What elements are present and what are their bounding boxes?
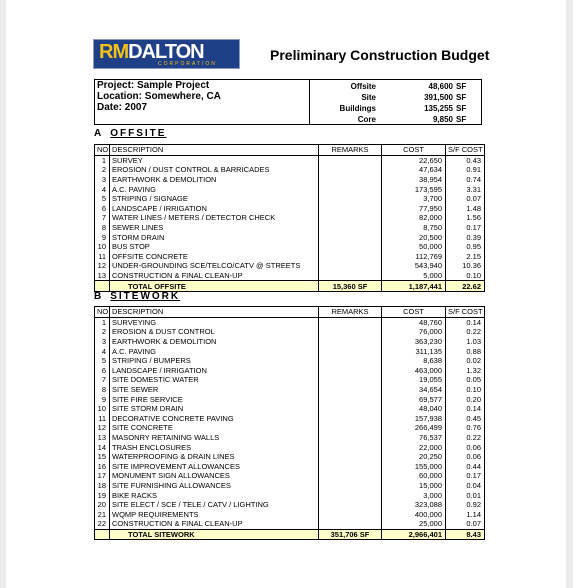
row-number: 8 [95,223,110,233]
table-row [95,404,485,414]
table-row [95,414,485,424]
row-remarks [319,356,382,366]
row-remarks [319,414,382,424]
row-cost: 34,654 [382,385,446,395]
table-row [95,317,485,327]
project-box-divider [309,80,310,124]
section-letter: A [94,128,103,139]
row-remarks [319,204,382,214]
row-number: 4 [95,346,110,356]
table-row [95,423,485,433]
row-cost: 20,250 [382,452,446,462]
row-number: 14 [95,442,110,452]
row-cost: 323,088 [382,500,446,510]
row-description: CONSTRUCTION & FINAL CLEAN-UP [110,271,319,281]
table-header-row [95,307,485,318]
project-info-box [94,79,482,125]
row-cost: 3,700 [382,194,446,204]
total-sf-cost: 8.43 [446,529,485,540]
row-description: SURVEYING [110,317,319,327]
row-sf-cost: 0.43 [446,155,485,165]
column-header-cost: COST [382,307,446,318]
row-sf-cost: 0.14 [446,317,485,327]
row-sf-cost: 0.44 [446,462,485,472]
row-sf-cost: 0.88 [446,346,485,356]
row-description: SITE FIRE SERVICE [110,394,319,404]
row-sf-cost: 0.07 [446,194,485,204]
table-row [95,223,485,233]
row-description: EROSION & DUST CONTROL [110,327,319,337]
table-row [95,519,485,529]
row-remarks [319,394,382,404]
row-number: 10 [95,242,110,252]
row-cost: 48,760 [382,317,446,327]
row-sf-cost: 1.56 [446,213,485,223]
row-number: 17 [95,471,110,481]
row-sf-cost: 0.74 [446,175,485,185]
row-sf-cost: 0.06 [446,452,485,462]
table-row [95,471,485,481]
area-unit: SF [456,82,467,91]
company-logo [93,39,240,69]
row-description: UNDER-GROUNDING SCE/TELCO/CATV @ STREETS [110,261,319,271]
project-location: Location: Somewhere, CA [97,91,221,102]
table-row [95,356,485,366]
row-cost: 112,769 [382,252,446,262]
row-remarks [319,509,382,519]
area-value: 135,255 [424,104,453,113]
row-number: 9 [95,232,110,242]
row-cost: 60,000 [382,471,446,481]
row-sf-cost: 0.39 [446,232,485,242]
row-description: SITE DOMESTIC WATER [110,375,319,385]
column-header-description: DESCRIPTION [110,145,319,156]
row-number: 8 [95,385,110,395]
table-row [95,184,485,194]
row-sf-cost: 0.05 [446,375,485,385]
row-description: WATERPROOFING & DRAIN LINES [110,452,319,462]
row-cost: 543,940 [382,261,446,271]
row-sf-cost: 0.17 [446,223,485,233]
row-description: EARTHWORK & DEMOLITION [110,337,319,347]
row-cost: 155,000 [382,462,446,472]
total-remarks: 351,706 SF [319,529,382,540]
row-sf-cost: 0.14 [446,404,485,414]
logo-prefix: RM [99,41,129,63]
table-row [95,252,485,262]
row-description: SITE IMPROVEMENT ALLOWANCES [110,462,319,472]
row-description: SITE SEWER [110,385,319,395]
row-cost: 463,000 [382,366,446,376]
row-description: WATER LINES / METERS / DETECTOR CHECK [110,213,319,223]
section-name: OFFSITE [110,128,167,139]
logo-subtitle: CORPORATION [158,61,217,67]
row-description: SITE FURNISHING ALLOWANCES [110,481,319,491]
row-sf-cost: 0.95 [446,242,485,252]
table-row [95,433,485,443]
table-row [95,232,485,242]
section-heading-offsite [94,128,166,140]
total-row [95,529,485,540]
project-details [97,80,221,113]
row-sf-cost: 1.14 [446,509,485,519]
total-label: TOTAL OFFSITE [110,281,319,292]
row-number: 1 [95,155,110,165]
row-description: WQMP REQUIREMENTS [110,509,319,519]
row-sf-cost: 0.22 [446,433,485,443]
area-unit: SF [456,115,467,124]
row-cost: 266,499 [382,423,446,433]
row-cost: 363,230 [382,337,446,347]
table-row [95,175,485,185]
row-number: 20 [95,500,110,510]
table-row [95,394,485,404]
row-remarks [319,327,382,337]
row-remarks [319,252,382,262]
table-row [95,442,485,452]
row-sf-cost: 10.36 [446,261,485,271]
row-number: 13 [95,433,110,443]
row-cost: 76,537 [382,433,446,443]
row-cost: 400,000 [382,509,446,519]
row-number: 5 [95,356,110,366]
row-number: 13 [95,271,110,281]
table-row [95,375,485,385]
row-sf-cost: 0.01 [446,490,485,500]
column-header-remarks: REMARKS [319,145,382,156]
row-description: EROSION / DUST CONTROL & BARRICADES [110,165,319,175]
column-header-cost: COST [382,145,446,156]
row-number: 7 [95,375,110,385]
row-description: STRIPING / BUMPERS [110,356,319,366]
row-number: 4 [95,184,110,194]
row-description: BIKE RACKS [110,490,319,500]
row-cost: 5,000 [382,271,446,281]
row-description: SITE ELECT / SCE / TELE / CATV / LIGHTING [110,500,319,510]
area-label: Buildings [339,104,376,113]
row-description: STRIPING / SIGNAGE [110,194,319,204]
table-row [95,337,485,347]
row-description: A.C. PAVING [110,346,319,356]
row-remarks [319,317,382,327]
table-row [95,481,485,491]
row-description: SITE CONCRETE [110,423,319,433]
row-remarks [319,471,382,481]
row-number: 9 [95,394,110,404]
row-cost: 173,595 [382,184,446,194]
table-row [95,509,485,519]
table-row [95,165,485,175]
row-remarks [319,452,382,462]
offsite-budget-table [94,144,485,292]
row-number: 19 [95,490,110,500]
row-number: 10 [95,404,110,414]
row-number: 18 [95,481,110,491]
row-description: TRASH ENCLOSURES [110,442,319,452]
row-cost: 48,040 [382,404,446,414]
table-header-row [95,145,485,156]
row-remarks [319,194,382,204]
table-row [95,204,485,214]
row-remarks [319,433,382,443]
row-sf-cost: 3.31 [446,184,485,194]
table-row [95,452,485,462]
row-sf-cost: 0.91 [446,165,485,175]
section-heading-sitework [94,291,180,303]
row-cost: 8,638 [382,356,446,366]
column-header-sf-cost: S/F COST [446,145,485,156]
row-number: 11 [95,414,110,424]
row-cost: 311,135 [382,346,446,356]
table-row [95,271,485,281]
row-cost: 76,000 [382,327,446,337]
row-cost: 25,000 [382,519,446,529]
row-number: 21 [95,509,110,519]
row-remarks [319,242,382,252]
sitework-budget-table [94,306,485,540]
row-cost: 8,750 [382,223,446,233]
row-cost: 3,000 [382,490,446,500]
row-remarks [319,366,382,376]
row-remarks [319,375,382,385]
area-unit: SF [456,104,467,113]
row-remarks [319,271,382,281]
row-sf-cost: 0.17 [446,471,485,481]
area-unit: SF [456,93,467,102]
table-row [95,261,485,271]
total-remarks: 15,360 SF [319,281,382,292]
row-remarks [319,184,382,194]
row-description: BUS STOP [110,242,319,252]
row-description: CONSTRUCTION & FINAL CLEAN-UP [110,519,319,529]
row-number: 16 [95,462,110,472]
row-sf-cost: 2.15 [446,252,485,262]
row-cost: 20,500 [382,232,446,242]
row-remarks [319,404,382,414]
row-description: EARTHWORK & DEMOLITION [110,175,319,185]
row-description: LANDSCAPE / IRRIGATION [110,204,319,214]
area-row-buildings [311,103,481,114]
area-label: Site [361,93,376,102]
row-sf-cost: 1.48 [446,204,485,214]
row-sf-cost: 0.07 [446,519,485,529]
row-description: STORM DRAIN [110,232,319,242]
row-remarks [319,500,382,510]
row-description: OFFSITE CONCRETE [110,252,319,262]
row-remarks [319,155,382,165]
project-date: Date: 2007 [97,102,148,113]
row-remarks [319,423,382,433]
row-description: A.C. PAVING [110,184,319,194]
row-sf-cost: 0.45 [446,414,485,424]
section-letter: B [94,291,103,302]
row-sf-cost: 0.92 [446,500,485,510]
row-number: 5 [95,194,110,204]
project-name: Project: Sample Project [97,80,210,91]
column-header-no: NO [95,307,110,318]
row-cost: 22,650 [382,155,446,165]
table-row [95,213,485,223]
row-sf-cost: 0.76 [446,423,485,433]
row-number: 12 [95,423,110,433]
row-cost: 82,000 [382,213,446,223]
row-remarks [319,481,382,491]
row-number: 3 [95,337,110,347]
column-header-no: NO [95,145,110,156]
row-remarks [319,346,382,356]
row-cost: 157,938 [382,414,446,424]
area-value: 48,600 [428,82,453,91]
area-label: Offsite [350,82,376,91]
area-row-site [311,92,481,103]
section-name: SITEWORK [110,291,181,302]
row-sf-cost: 0.04 [446,481,485,491]
row-number: 1 [95,317,110,327]
total-cost: 1,187,441 [382,281,446,292]
column-header-sf-cost: S/F COST [446,307,485,318]
row-number: 3 [95,175,110,185]
row-remarks [319,442,382,452]
table-row [95,155,485,165]
row-sf-cost: 0.02 [446,356,485,366]
document-page [6,0,566,588]
row-number: 7 [95,213,110,223]
row-cost: 77,950 [382,204,446,214]
row-sf-cost: 1.32 [446,366,485,376]
row-number: 2 [95,327,110,337]
row-remarks [319,261,382,271]
row-description: SEWER LINES [110,223,319,233]
row-remarks [319,385,382,395]
area-row-offsite [311,81,481,92]
row-description: SITE STORM DRAIN [110,404,319,414]
row-number: 22 [95,519,110,529]
total-row [95,281,485,292]
total-cost: 2,966,401 [382,529,446,540]
row-sf-cost: 0.10 [446,385,485,395]
row-cost: 69,577 [382,394,446,404]
total-label: TOTAL SITEWORK [110,529,319,540]
row-cost: 15,000 [382,481,446,491]
area-row-core [311,114,481,125]
row-cost: 22,000 [382,442,446,452]
row-remarks [319,490,382,500]
row-remarks [319,165,382,175]
row-sf-cost: 0.20 [446,394,485,404]
table-row [95,346,485,356]
area-label: Core [357,115,376,124]
total-sf-cost: 22.62 [446,281,485,292]
row-remarks [319,175,382,185]
table-row [95,490,485,500]
row-remarks [319,337,382,347]
row-sf-cost: 0.22 [446,327,485,337]
row-number: 15 [95,452,110,462]
row-description: SURVEY [110,155,319,165]
column-header-remarks: REMARKS [319,307,382,318]
table-row [95,327,485,337]
row-cost: 47,634 [382,165,446,175]
row-sf-cost: 0.06 [446,442,485,452]
table-row [95,462,485,472]
row-description: DECORATIVE CONCRETE PAVING [110,414,319,424]
row-remarks [319,213,382,223]
row-number: 6 [95,204,110,214]
document-title: Preliminary Construction Budget [270,47,490,63]
row-remarks [319,519,382,529]
row-sf-cost: 0.10 [446,271,485,281]
column-header-description: DESCRIPTION [110,307,319,318]
row-cost: 38,954 [382,175,446,185]
row-remarks [319,232,382,242]
table-row [95,366,485,376]
area-value: 391,500 [424,93,453,102]
area-value: 9,850 [432,115,453,124]
row-sf-cost: 1.03 [446,337,485,347]
table-row [95,385,485,395]
row-number: 6 [95,366,110,376]
logo-wordmark [99,41,204,63]
row-number: 12 [95,261,110,271]
table-row [95,242,485,252]
logo-suffix: DALTON [128,41,204,63]
row-cost: 19,055 [382,375,446,385]
row-description: MONUMENT SIGN ALLOWANCES [110,471,319,481]
row-number: 11 [95,252,110,262]
row-description: MASONRY RETAINING WALLS [110,433,319,443]
table-row [95,194,485,204]
row-cost: 50,000 [382,242,446,252]
row-number: 2 [95,165,110,175]
row-description: LANDSCAPE / IRRIGATION [110,366,319,376]
table-row [95,500,485,510]
row-remarks [319,462,382,472]
total-number [95,529,110,540]
total-number [95,281,110,292]
row-remarks [319,223,382,233]
